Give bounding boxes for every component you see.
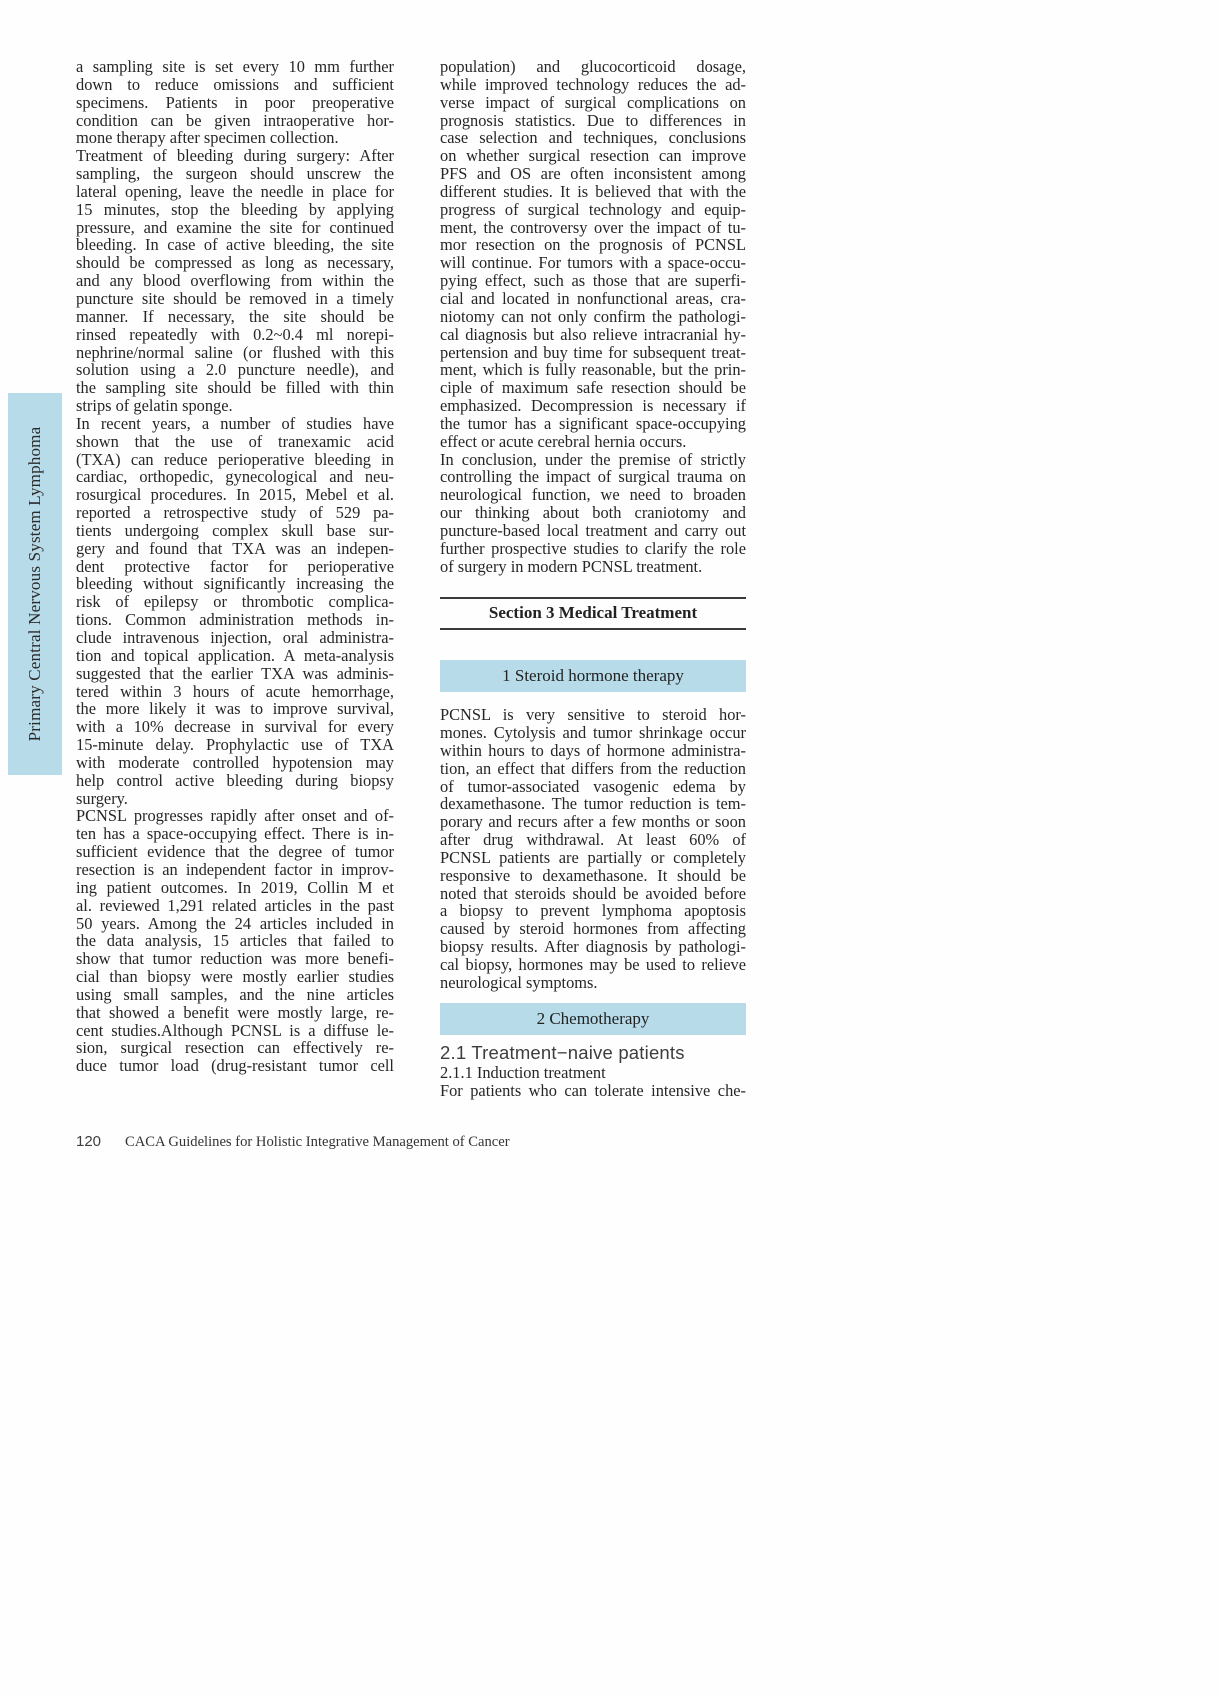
body-line: manner. If necessary, the site should be (76, 306, 394, 326)
body-line: surgery. (76, 788, 128, 808)
footer (76, 1133, 716, 1151)
body-line: niotomy can not only confirm the pathologi- (440, 306, 746, 326)
body-line: tion and topical application. A meta-analysis (76, 645, 394, 665)
footer-title: CACA Guidelines for Holistic Integrative Management of Cancer (125, 1134, 510, 1150)
body-line: rinsed repeatedly with 0.2~0.4 ml norepi- (76, 324, 394, 344)
body-line: 50 years. Among the 24 articles included in (76, 913, 394, 933)
body-line: with a 10% decrease in survival for every (76, 717, 394, 737)
body-line: within hours to days of hormone administra- (440, 740, 746, 760)
body-line: ment, the controversy over the impact of tu- (440, 217, 746, 237)
body-line: gery and found that TXA was an indepen- (76, 538, 394, 558)
body-line: case selection and techniques, conclusions (440, 128, 746, 148)
body-line: condition can be given intraoperative hor- (76, 110, 394, 130)
body-line: caused by steroid hormones from affecting (440, 919, 746, 939)
body-line: PCNSL patients are partially or completely (440, 847, 746, 867)
body-line: specimens. Patients in poor preoperative (76, 92, 394, 112)
body-line: porary and recurs after a few months or soon (440, 812, 746, 832)
body-line: different studies. It is believed that with the (440, 181, 746, 201)
footer-page-number: 120 (76, 1133, 102, 1150)
body-line: neurological function, we need to broaden (440, 485, 746, 505)
body-line: using small samples, and the nine articles (76, 984, 394, 1004)
body-line: cial and located in nonfunctional areas, cra- (440, 288, 746, 308)
body-line: In conclusion, under the premise of strictly (440, 449, 746, 469)
body-line: dent protective factor for perioperative (76, 556, 394, 576)
body-line: al. reviewed 1,291 related articles in the past (76, 895, 394, 915)
body-line: reported a retrospective study of 529 pa- (76, 503, 394, 523)
body-line: ten has a space-occupying effect. There is in- (76, 824, 394, 844)
body-line: PCNSL progresses rapidly after onset and of- (76, 806, 394, 826)
body-line: For patients who can tolerate intensive che- (440, 1080, 746, 1100)
body-line: cardiac, orthopedic, gynecological and neu- (76, 467, 394, 487)
body-line: tions. Common administration methods in- (76, 610, 394, 630)
body-paragraph (440, 1082, 746, 1100)
body-line: the tumor has a significant space-occupying (440, 413, 746, 433)
body-line: should be compressed as long as necessary, (76, 253, 394, 273)
body-line: pying effect, such as those that are superfi- (440, 271, 746, 291)
body-line: 15 minutes, stop the bleeding by applying (76, 199, 394, 219)
body-line: a biopsy to prevent lymphoma apoptosis (440, 901, 746, 921)
body-line: resection is an independent factor in improv- (76, 859, 394, 879)
body-line: of surgery in modern PCNSL treatment. (440, 556, 703, 576)
body-line: PCNSL is very sensitive to steroid hor- (440, 705, 746, 725)
body-line: that showed a benefit were mostly large, re- (76, 1002, 394, 1022)
body-line: mor resection on the prognosis of PCNSL (440, 235, 746, 255)
left-column (76, 58, 394, 1075)
body-line: of tumor-associated vasogenic edema by (440, 776, 746, 796)
body-line: sampling, the surgeon should unscrew the (76, 164, 394, 184)
body-paragraph (440, 706, 746, 992)
heading-chemotherapy: 2 Chemotherapy (440, 1003, 746, 1035)
body-line: noted that steroids should be avoided before (440, 883, 746, 903)
body-line: suggested that the earlier TXA was adminis- (76, 663, 394, 683)
body-paragraph (76, 147, 394, 415)
body-line: pertension and buy time for subsequent treat- (440, 342, 746, 362)
body-line: verse impact of surgical complications on (440, 92, 746, 112)
body-line: emphasized. Decompression is necessary if (440, 396, 746, 416)
body-line: cal biopsy, hormones may be used to relieve (440, 954, 746, 974)
body-line: rosurgical procedures. In 2015, Mebel et al. (76, 485, 394, 505)
body-line: sufficient evidence that the degree of tumor (76, 842, 394, 862)
body-line: further prospective studies to clarify the role (440, 538, 746, 558)
body-line: 15-minute delay. Prophylactic use of TXA (76, 735, 394, 755)
body-line: a sampling site is set every 10 mm further (76, 57, 394, 76)
body-line: progress of surgical technology and equip- (440, 199, 746, 219)
body-line: bleeding. In case of active bleeding, the site (76, 235, 394, 255)
body-line: puncture site should be removed in a timely (76, 288, 394, 308)
body-line: nephrine/normal saline (or flushed with this (76, 342, 394, 362)
body-line: PFS and OS are often inconsistent among (440, 164, 746, 184)
body-line: the sampling site should be filled with thin (76, 378, 394, 398)
subsection-2-1-1: 2.1.1 Induction treatment (440, 1062, 606, 1082)
body-paragraph (440, 451, 746, 576)
body-line: controlling the impact of surgical trauma on (440, 467, 746, 487)
body-line: bleeding without significantly increasing the (76, 574, 394, 594)
body-line: clude intravenous injection, oral administra- (76, 628, 394, 647)
body-line: neurological symptoms. (440, 972, 598, 992)
body-line: the more likely it was to improve survival, (76, 699, 394, 719)
body-line: ing patient outcomes. In 2019, Collin M et (76, 877, 394, 897)
body-line: our thinking about both craniotomy and (440, 503, 746, 523)
body-line: population) and glucocorticoid dosage, (440, 57, 746, 76)
body-line: prognosis statistics. Due to differences in (440, 110, 746, 130)
body-line: cial than biopsy were mostly earlier studies (76, 967, 394, 987)
body-line: Treatment of bleeding during surgery: After (76, 146, 394, 166)
body-line: mone therapy after specimen collection. (76, 128, 339, 148)
body-line: dexamethasone. The tumor reduction is tem- (440, 794, 746, 814)
heading-steroid-hormone-therapy: 1 Steroid hormone therapy (440, 660, 746, 692)
section-3-heading: Section 3 Medical Treatment (440, 597, 746, 630)
body-paragraph (440, 58, 746, 451)
body-line: risk of epilepsy or thrombotic complica- (76, 592, 394, 612)
body-line: solution using a 2.0 puncture needle), and (76, 360, 394, 380)
body-line: In recent years, a number of studies have (76, 413, 394, 433)
body-paragraph (76, 807, 394, 1075)
body-line: will continue. For tumors with a space-occu- (440, 253, 746, 273)
body-line: effect or acute cerebral hernia occurs. (440, 431, 687, 451)
body-line: down to reduce omissions and sufficient (76, 74, 394, 94)
subsection-2-1: 2.1 Treatment−naive patients (440, 1041, 685, 1063)
right-column (440, 58, 746, 1099)
body-line: sion, surgical resection can effectively re- (76, 1038, 394, 1058)
body-line: duce tumor load (drug-resistant tumor cell (76, 1056, 394, 1076)
body-line: the data analysis, 15 articles that failed to (76, 931, 394, 951)
body-line: tion, an effect that differs from the reduction (440, 758, 746, 778)
body-line: cent studies.Although PCNSL is a diffuse le- (76, 1020, 394, 1040)
body-line: (TXA) can reduce perioperative bleeding in (76, 449, 394, 469)
body-line: lateral opening, leave the needle in place for (76, 181, 394, 201)
body-line: responsive to dexamethasone. It should be (440, 865, 746, 885)
body-line: help control active bleeding during biopsy (76, 770, 394, 790)
body-line: while improved technology reduces the ad- (440, 74, 746, 94)
body-line: tients undergoing complex skull base sur- (76, 520, 394, 540)
body-line: tered within 3 hours of acute hemorrhage, (76, 681, 394, 701)
body-line: puncture-based local treatment and carry out (440, 520, 746, 540)
body-line: pressure, and examine the site for continued (76, 217, 394, 237)
body-line: cal diagnosis but also relieve intracranial hy- (440, 324, 746, 344)
body-line: biopsy results. After diagnosis by pathologi- (440, 937, 746, 957)
sidebar-label: Primary Central Nervous System Lymphoma (25, 426, 44, 742)
body-line: after drug withdrawal. At least 60% of (440, 830, 746, 850)
body-line: with moderate controlled hypotension may (76, 752, 394, 772)
body-line: and any blood overflowing from within the (76, 271, 394, 291)
body-line: shown that the use of tranexamic acid (76, 431, 394, 451)
body-line: strips of gelatin sponge. (76, 396, 233, 416)
sidebar-tab (8, 393, 62, 775)
body-paragraph (76, 58, 394, 147)
body-line: on whether surgical resection can improve (440, 146, 746, 166)
body-line: ciple of maximum safe resection should be (440, 378, 746, 398)
body-paragraph (76, 415, 394, 808)
body-line: mones. Cytolysis and tumor shrinkage occur (440, 723, 746, 742)
body-line: show that tumor reduction was more benefi- (76, 949, 394, 969)
body-line: ment, which is fully reasonable, but the prin- (440, 360, 746, 380)
